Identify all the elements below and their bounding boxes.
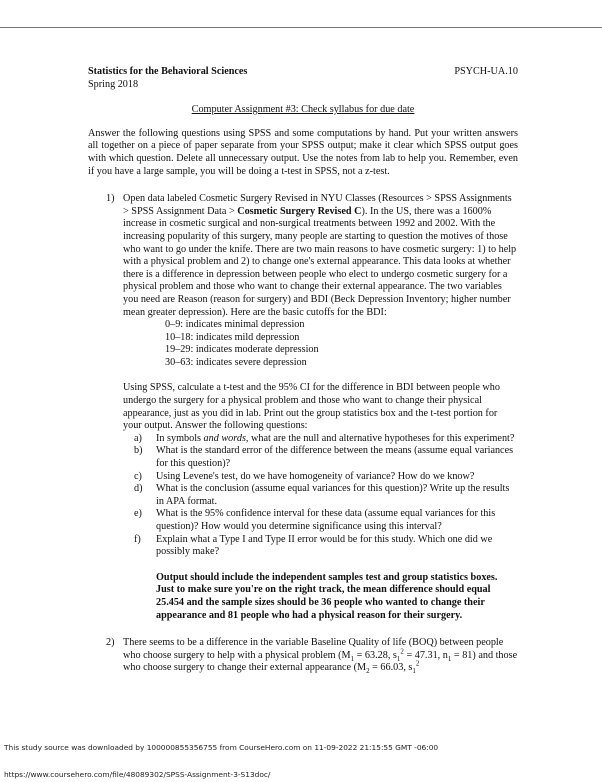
sub-question-c: c) Using Levene's test, do we have homogeneity of variance? How do we know?	[134, 470, 475, 482]
assignment-title: Computer Assignment #3: Check syllabus for due date	[191, 104, 415, 116]
sub-question-f: f) Explain what a Type I and Type II error would be for this study. Which one did we possibly make?	[134, 533, 493, 558]
list-item: 30–63: indicates severe depression	[165, 356, 307, 368]
question-1-text: Open data labeled Cosmetic Surgery Revised in NYU Classes (Resources > SPSS Assignments > SPSS Assignment Data > Cosmetic Surgery Revised C). In the US, there was a 1600% increase in cosmetic surgical and non-surgical treatments between 1992 and 2002. With the increasing popularity of this surgery, many people are starting to question the motives of those who want to go under the knife. There are two main reasons to have cosmetic surgery: 1) to help with a physical problem and 2) to change one's external appearance. This data looks at whether there is a difference in depression between people who elect to undergo cosmetic surgery for a physical problem and those who want to change their external appearance. The two variables you need are Reason (reason for surgery) and BDI (Beck Depression Inventory; higher number mean greater depression). Here are the basic cutoffs for the BDI:	[123, 193, 517, 318]
list-item: 10–18: indicates mild depression	[165, 331, 300, 343]
question-2-number: 2)	[106, 637, 115, 649]
document-page	[88, 66, 518, 675]
sub-question-e: e) What is the 95% confidence interval for these data (assume equal variances for this question)? How would you determine significance using this interval?	[134, 508, 496, 532]
course-title: Statistics for the Behavioral Sciences	[88, 66, 248, 77]
course-code: PSYCH-UA.10	[454, 66, 518, 77]
bdi-cutoffs	[165, 319, 518, 369]
download-notice: This study source was downloaded by 100000855356755 from CourseHero.com on 11-09-2022 21:15:55 GMT -06:00	[4, 743, 439, 752]
list-item: 19–29: indicates moderate depression	[165, 344, 319, 356]
question-2-text: There seems to be a difference in the variable Baseline Quality of life (BOQ) between people who choose surgery to help with a physical problem ($M_1 = 63.28$, $s_1^2 = 47.31$, $n_1 = 81$) and those who choose surgery to change their external appearance ($M_2 = 66.03$, $s_1^2$	[123, 637, 518, 676]
intro-paragraph: Answer the following questions using SPSS and some computations by hand. Put your written answers all together on a piece of paper separate from your SPSS output; make it clear which SPSS output goes with which question. Delete all unnecessary output. Use the notes from lab to help you. Remember, even if you have a large sample, you will be doing a t-test in SPSS, not a z-test.	[88, 127, 518, 177]
sub-question-d: d) What is the conclusion (assume equal variances for this question)? Write up the results in APA format.	[134, 483, 510, 507]
sub-question-a: a) In symbols and words, what are the null and alternative hypotheses for this experiment?	[134, 432, 515, 444]
output-note: Output should include the independent samples test and group statistics boxes. Just to make sure you're on the right track, the mean difference should equal 25.454 and the sample sizes should be 36 people who wanted to change their appearance and 81 people who had a physical reason for their surgery.	[156, 571, 498, 621]
sub-question-b: b) What is the standard error of the difference between the means (assume equal variances for this question)?	[134, 445, 514, 470]
sub-questions	[123, 433, 518, 559]
document-header	[88, 66, 518, 79]
list-item: 0–9: indicates minimal depression	[165, 319, 305, 331]
source-url[interactable]: https://www.coursehero.com/file/48089302/SPSS-Assignment-3-S13doc/	[4, 770, 271, 779]
question-1	[88, 193, 518, 622]
question-1-number: 1)	[106, 193, 115, 205]
question-1-instructions: Using SPSS, calculate a t-test and the 95% CI for the difference in BDI between people who undergo the surgery for a physical problem and those who want to change their physical appearance, just as you did in lab. Print out the group statistics box and the t-test portion for your output. Answer the following questions:	[123, 382, 500, 432]
course-term: Spring 2018	[88, 78, 139, 90]
dataset-name: Cosmetic Surgery Revised C	[237, 205, 362, 217]
question-2	[88, 637, 518, 675]
top-rule	[0, 27, 602, 28]
